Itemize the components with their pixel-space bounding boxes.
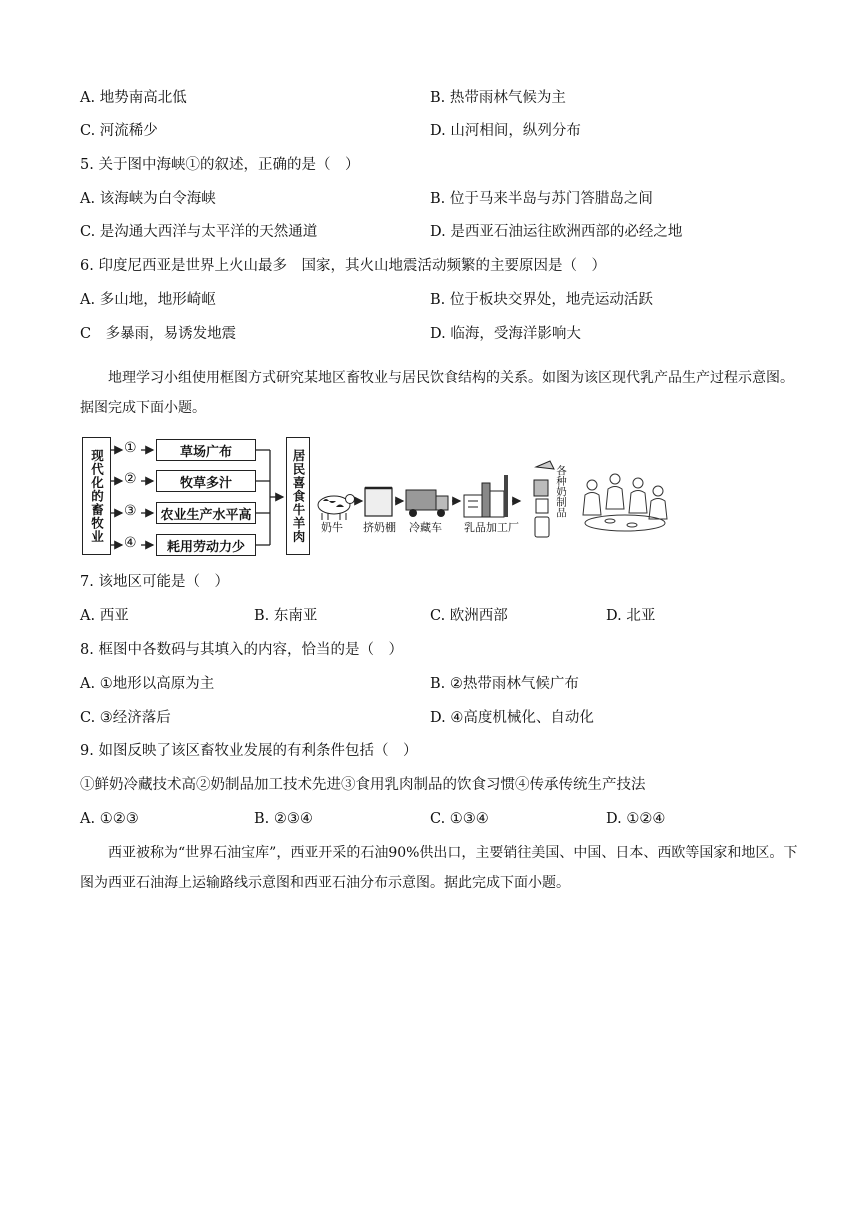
- caption-milking-shed: 挤奶棚: [363, 521, 396, 534]
- q5-option-c: C. 是沟通大西洋与太平洋的天然通道: [80, 224, 318, 240]
- factory-icon: [464, 475, 508, 517]
- q9-option-c: C. ①③④: [430, 811, 489, 827]
- milking-shed-icon: [365, 488, 392, 516]
- q4-option-c: C. 河流稀少: [80, 123, 158, 139]
- caption-dairy-products: 各种奶制品: [555, 465, 567, 518]
- q5-stem: 5. 关于图中海峡①的叙述，正确的是（ ）: [80, 157, 360, 173]
- q4-option-b: B. 热带雨林气候为主: [430, 90, 566, 106]
- truck-icon: [406, 490, 448, 517]
- diagram-number-4: ④: [124, 535, 137, 551]
- q7-option-c: C. 欧洲西部: [430, 608, 508, 624]
- q6-option-a: A. 多山地，地形崎岖: [80, 292, 216, 308]
- caption-truck: 冷藏车: [409, 521, 442, 534]
- q9-option-b: B. ②③④: [254, 811, 313, 827]
- diagram-item-forage: 牧草多汁: [156, 470, 256, 492]
- q8-option-b: B. ②热带雨林气候广布: [430, 676, 579, 692]
- dairy-production-diagram: [80, 435, 680, 560]
- q7-option-d: D. 北亚: [606, 608, 656, 624]
- diagram-number-1: ①: [124, 440, 137, 456]
- diagram-item-labor: 耗用劳动力少: [156, 534, 256, 556]
- diagram-item-agriculture: 农业生产水平高: [156, 502, 256, 524]
- q5-option-b: B. 位于马来半岛与苏门答腊岛之间: [430, 191, 653, 207]
- residents-diet-box: 居民喜食牛羊肉: [286, 437, 310, 555]
- cow-icon: [318, 495, 355, 521]
- q9-stem: 9. 如图反映了该区畜牧业发展的有利条件包括（ ）: [80, 743, 418, 759]
- q7-option-b: B. 东南亚: [254, 608, 318, 624]
- q4-option-d: D. 山河相间，纵列分布: [430, 123, 581, 139]
- caption-cow: 奶牛: [321, 521, 343, 534]
- q6-option-b: B. 位于板块交界处，地壳运动活跃: [430, 292, 653, 308]
- q9-option-d: D. ①②④: [606, 811, 666, 827]
- modern-livestock-box: 现代化的畜牧业: [82, 437, 111, 555]
- q6-option-c: C 多暴雨，易诱发地震: [80, 326, 237, 342]
- q8-option-c: C. ③经济落后: [80, 710, 171, 726]
- q9-statements: ①鲜奶冷藏技术高②奶制品加工技术先进③食用乳肉制品的饮食习惯④传承传统生产技法: [80, 777, 646, 793]
- q8-option-d: D. ④高度机械化、自动化: [430, 710, 594, 726]
- q5-option-d: D. 是西亚石油运往欧洲西部的必经之地: [430, 224, 683, 240]
- dairy-products-icon: [534, 461, 554, 537]
- dining-scene-icon: [583, 474, 667, 531]
- q4-option-a: A. 地势南高北低: [80, 90, 187, 106]
- intro-paragraph-livestock: 地理学习小组使用框图方式研究某地区畜牧业与居民饮食结构的关系。如图为该区现代乳产品生产过程示意图。据图完成下面小题。: [80, 370, 794, 416]
- diagram-item-grassland: 草场广布: [156, 439, 256, 461]
- caption-factory: 乳品加工厂: [464, 521, 519, 534]
- diagram-number-3: ③: [124, 503, 137, 519]
- q6-option-d: D. 临海，受海洋影响大: [430, 326, 581, 342]
- intro-paragraph-oil: 西亚被称为“世界石油宝库”，西亚开采的石油90%供出口，主要销往美国、中国、日本、西欧等国家和地区。下图为西亚石油海上运输路线示意图和西亚石油分布示意图。据此完成下面小题。: [80, 845, 798, 891]
- q8-option-a: A. ①地形以高原为主: [80, 676, 215, 692]
- q6-stem: 6. 印度尼西亚是世界上火山最多 国家，其火山地震活动频繁的主要原因是（ ）: [80, 258, 606, 274]
- q8-stem: 8. 框图中各数码与其填入的内容，恰当的是（ ）: [80, 642, 403, 658]
- q9-option-a: A. ①②③: [80, 811, 139, 827]
- q7-option-a: A. 西亚: [80, 608, 129, 624]
- q7-stem: 7. 该地区可能是（ ）: [80, 574, 229, 590]
- diagram-number-2: ②: [124, 471, 137, 487]
- q5-option-a: A. 该海峡为白令海峡: [80, 191, 216, 207]
